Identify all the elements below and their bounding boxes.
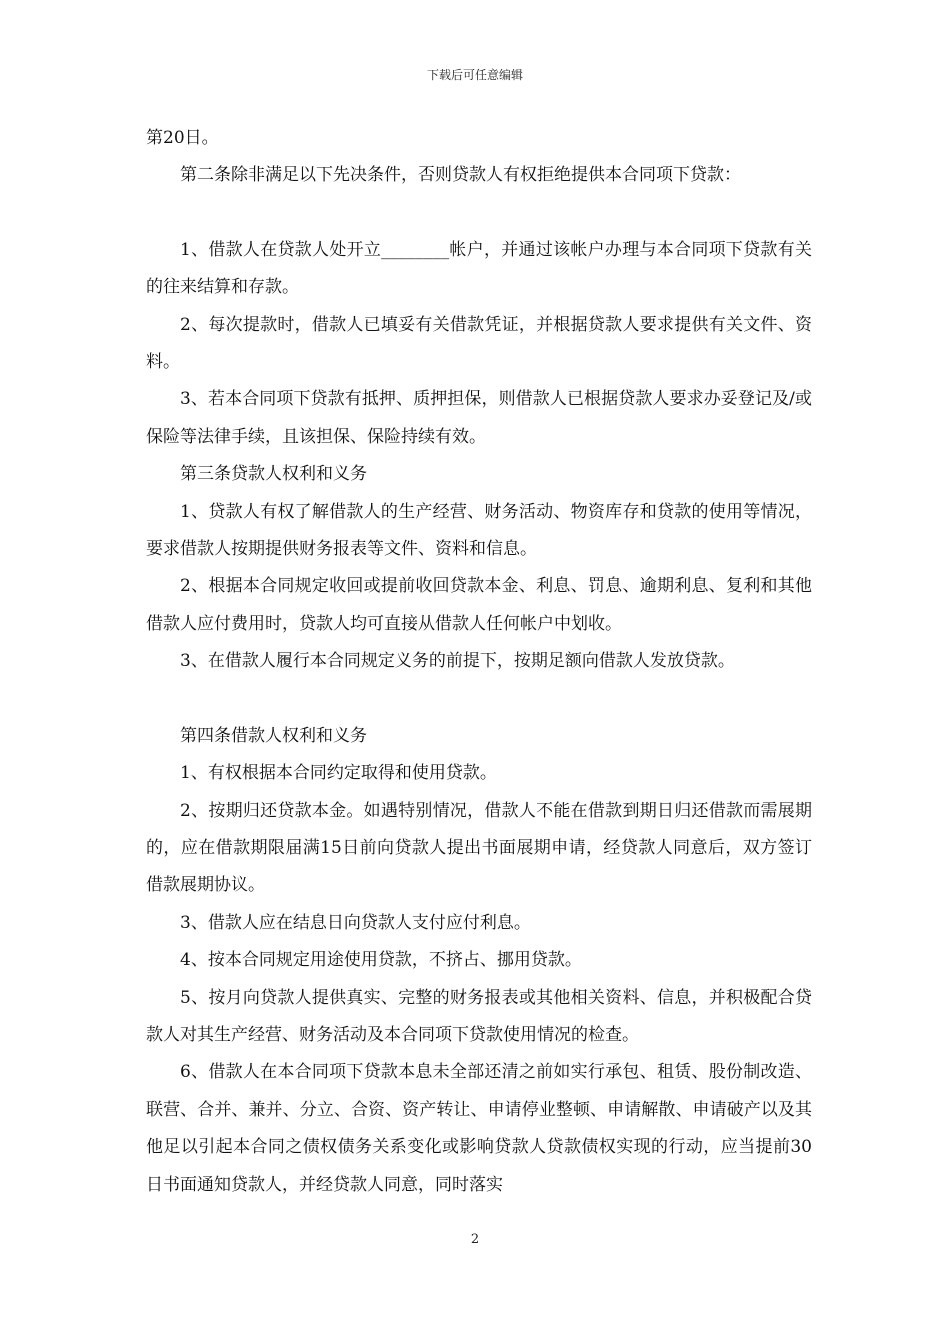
article-4-item-3: 3、借款人应在结息日向贷款人支付应付利息。 [180, 912, 531, 933]
article-2-item-3: 3、若本合同项下贷款有抵押、质押担保，则借款人已根据贷款人要求办妥登记及/或保险等法律手续，且该担保、保险持续有效。 [146, 389, 812, 447]
paragraph-gap [146, 195, 812, 232]
page-header: 下载后可任意编辑 [426, 68, 523, 82]
article-4-item-2: 2、按期归还贷款本金。如遇特别情况，借款人不能在借款到期日归还借款而需展期的，应在借款期限届满15日前向贷款人提出书面展期申请，经贷款人同意后，双方签订借款展期协议。 [146, 800, 812, 896]
paragraph-gap [146, 681, 812, 718]
paragraph-continuation: 第20日。 [146, 128, 219, 148]
article-3-item-1: 1、贷款人有权了解借款人的生产经营、财务活动、物资库存和贷款的使用等情况，要求借款人按期提供财务报表等文件、资料和信息。 [146, 501, 812, 560]
article-2-heading: 第二条除非满足以下先决条件，否则贷款人有权拒绝提供本合同项下贷款： [180, 165, 741, 186]
page-number: 2 [470, 1232, 480, 1247]
article-4-item-1: 1、有权根据本合同约定取得和使用贷款。 [180, 763, 497, 784]
article-4-item-5: 5、按月向贷款人提供真实、完整的财务报表或其他相关资料、信息，并积极配合贷款人对其生产经营、财务活动及本合同项下贷款使用情况的检查。 [146, 987, 812, 1045]
article-2-item-1: 1、借款人在贷款人处开立________帐户，并通过该帐户办理与本合同项下贷款有关的往来结算和存款。 [146, 239, 812, 298]
article-4-heading: 第四条借款人权利和义务 [180, 725, 367, 746]
document-body [146, 120, 812, 1204]
article-4-item-4: 4、按本合同规定用途使用贷款，不挤占、挪用贷款。 [180, 950, 582, 971]
article-3-item-2: 2、根据本合同规定收回或提前收回贷款本金、利息、罚息、逾期利息、复利和其他借款人应付费用时，贷款人均可直接从借款人任何帐户中划收。 [146, 576, 812, 634]
article-4-item-6: 6、借款人在本合同项下贷款本息未全部还清之前如实行承包、租赁、股份制改造、联营、合并、兼并、分立、合资、资产转让、申请停业整顿、申请解散、申请破产以及其他足以引起本合同之债权债务关系变化或影响贷款人贷款债权实现的行动，应当提前30日书面通知贷款人，并经贷款人同意，同时落实 [146, 1062, 812, 1195]
article-2-item-2: 2、每次提款时，借款人已填妥有关借款凭证，并根据贷款人要求提供有关文件、资料。 [146, 314, 812, 373]
article-3-heading: 第三条贷款人权利和义务 [180, 464, 367, 485]
article-3-item-3: 3、在借款人履行本合同规定义务的前提下，按期足额向借款人发放贷款。 [180, 651, 735, 672]
